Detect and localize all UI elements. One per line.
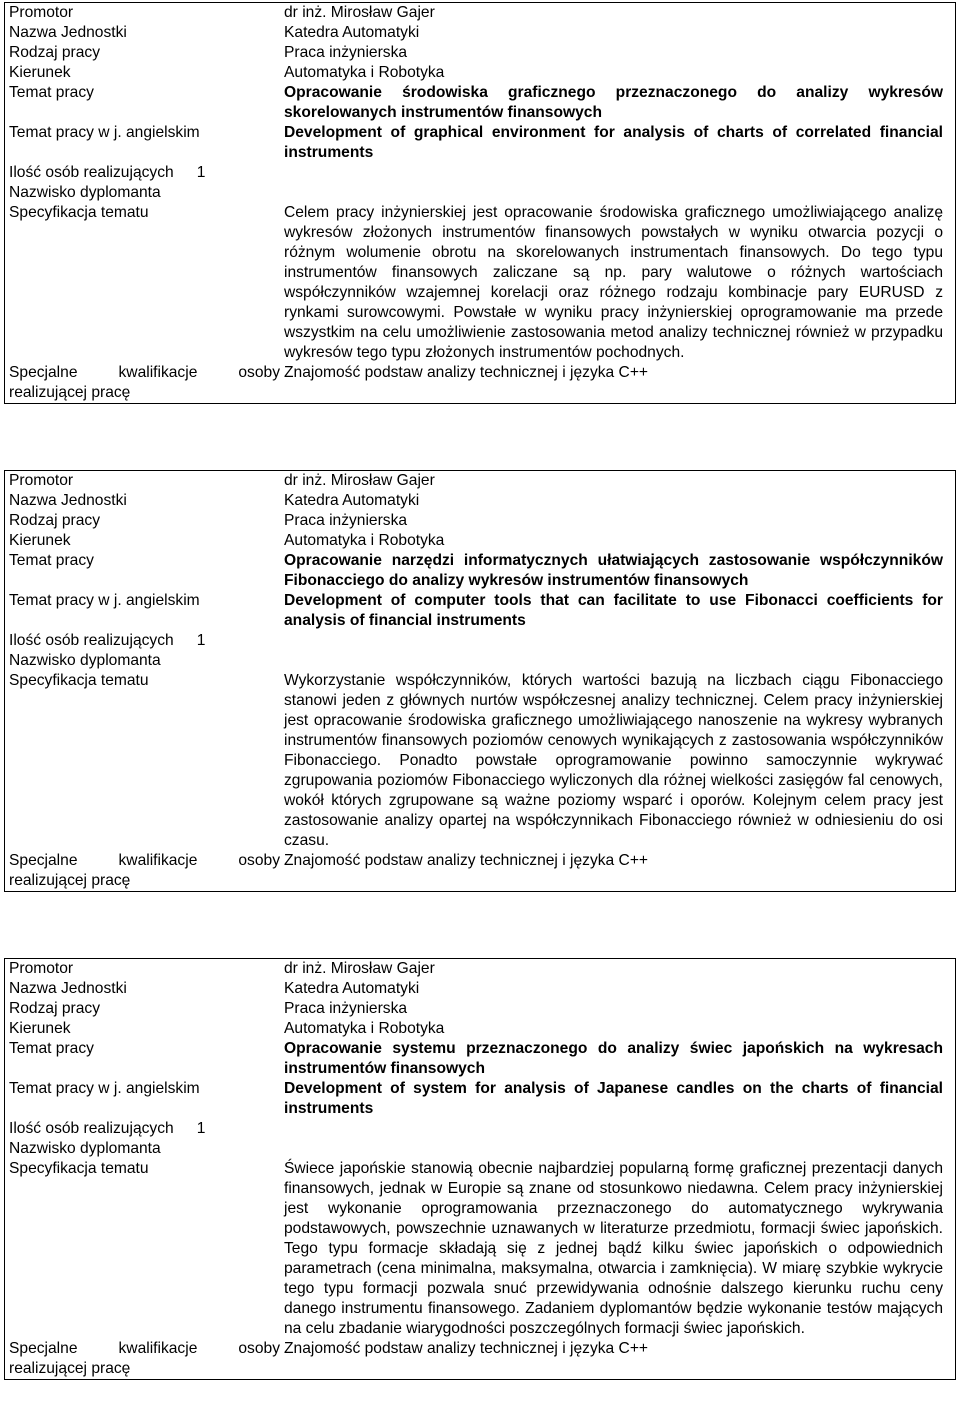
- unit-row: [5, 979, 955, 999]
- unit-row: [5, 491, 955, 511]
- field-row: [5, 63, 955, 83]
- count-label: [5, 631, 205, 651]
- topic-row: [5, 1039, 955, 1079]
- promotor-label: Promotor: [9, 960, 74, 977]
- field-value: Automatyka i Robotyka: [284, 64, 445, 81]
- spec-value: Wykorzystanie współczynników, których wartości bazują na liczbach ciągu Fibonacciego stanowi jeden z głównych nurtów współczesnej analizy technicznej. Celem pracy inżynierskiej jest opracowanie środowiska graficznego umożliwiającego nanoszenie na wykresy wybranych instrumentów finansowych poziomów cenowych wynikających z zastosowania współczynników Fibonacciego. Ponadto powstałe oprogramowanie powinno samoczynnie wykrywać zgrupowania poziomów Fibonacciego wyliczonych dla różnej wielkości zasięgów fal cenowych, wokół których zgrupowane są ważne poziomy wsparć i oporów. Kolejnym celem pracy jest zastosowanie analizy opartej na współczynnikach Fibonacciego również w odniesieniu do osi czasu.: [284, 672, 943, 849]
- spec-label: Specyfikacja tematu: [9, 672, 149, 689]
- student-row: [5, 651, 955, 671]
- promotor-label: Promotor: [9, 472, 74, 489]
- qual-row: [5, 1339, 955, 1379]
- topic-value: Opracowanie środowiska graficznego przeznaczonego do analizy wykresów skorelowanych instrumentów finansowych: [284, 84, 943, 121]
- topic-en-value: Development of computer tools that can facilitate to use Fibonacci coefficients for analysis of financial instruments: [284, 592, 943, 629]
- unit-value: Katedra Automatyki: [284, 492, 420, 509]
- work-type-label: Rodzaj pracy: [9, 44, 101, 61]
- qual-label: Specjalne kwalifikacje osoby realizującej pracę: [9, 364, 280, 401]
- unit-label: Nazwa Jednostki: [9, 492, 127, 509]
- unit-value: Katedra Automatyki: [284, 24, 420, 41]
- count-row: [5, 163, 955, 183]
- topic-card-1: [4, 2, 956, 404]
- qual-row: [5, 851, 955, 891]
- work-type-value: Praca inżynierska: [284, 1000, 408, 1017]
- student-value: [280, 1139, 943, 1159]
- student-value: [280, 183, 943, 203]
- count-label-text: Ilość osób realizujących: [9, 1120, 174, 1137]
- qual-label: Specjalne kwalifikacje osoby realizującej pracę: [9, 1340, 280, 1377]
- count-label: [5, 163, 205, 183]
- spec-row: [5, 203, 955, 363]
- topic-en-row: [5, 591, 955, 631]
- spec-row: [5, 671, 955, 851]
- topic-row: [5, 551, 955, 591]
- promotor-row: [5, 471, 955, 491]
- topic-value: Opracowanie narzędzi informatycznych ułatwiających zastosowanie współczynników Fibonacciego do analizy wykresów instrumentów finansowych: [284, 552, 943, 589]
- work-type-row: [5, 43, 955, 63]
- field-label: Kierunek: [9, 532, 71, 549]
- qual-value: Znajomość podstaw analizy technicznej i języka C++: [284, 852, 649, 869]
- student-label: Nazwisko dyplomanta: [9, 184, 161, 201]
- topic-en-label: Temat pracy w j. angielskim: [9, 124, 200, 141]
- promotor-label: Promotor: [9, 4, 74, 21]
- count-value: 1: [196, 1120, 206, 1137]
- qual-label: Specjalne kwalifikacje osoby realizującej pracę: [9, 852, 280, 889]
- field-label: Kierunek: [9, 64, 71, 81]
- spec-label: Specyfikacja tematu: [9, 1160, 149, 1177]
- topic-row: [5, 83, 955, 123]
- work-type-row: [5, 999, 955, 1019]
- count-value: 1: [196, 164, 206, 181]
- field-label: Kierunek: [9, 1020, 71, 1037]
- topic-en-label: Temat pracy w j. angielskim: [9, 592, 200, 609]
- qual-value: Znajomość podstaw analizy technicznej i języka C++: [284, 1340, 649, 1357]
- spec-value: Świece japońskie stanowią obecnie najbardziej popularną formę graficznej prezentacji danych finansowych, jednak w Europie są znane od stosunkowo niedawna. Celem pracy inżynierskiej jest wykonanie oprogramowania przeznaczonego do automatycznego wykrywania podstawowych, powszechnie uznawanych w literaturze przedmiotu, formacji świec japońskich. Tego typu formacje składają się z jednej bądź kilku świec japońskich o odpowiednich parametrach (cena minimalna, maksymalna, otwarcia i zamknięcia). W miarę szybkie wykrycie tego typu formacji pozwala snuć przewidywania odnośnie dalszego kierunku ruchu ceny danego instrumentu finansowego. Zadaniem dyplomantów będzie wykonanie testów mających na celu zbadanie wiarygodności poszczególnych formacji świec japońskich.: [284, 1160, 943, 1337]
- field-row: [5, 531, 955, 551]
- spec-row: [5, 1159, 955, 1339]
- count-label: [5, 1119, 205, 1139]
- work-type-label: Rodzaj pracy: [9, 1000, 101, 1017]
- field-value: Automatyka i Robotyka: [284, 1020, 445, 1037]
- promotor-value: dr inż. Mirosław Gajer: [284, 472, 435, 489]
- topic-en-row: [5, 1079, 955, 1119]
- unit-row: [5, 23, 955, 43]
- qual-row: [5, 363, 955, 403]
- promotor-row: [5, 959, 955, 979]
- topic-en-value: Development of graphical environment for analysis of charts of correlated financial instruments: [284, 124, 943, 161]
- promotor-value: dr inż. Mirosław Gajer: [284, 4, 435, 21]
- spec-value: Celem pracy inżynierskiej jest opracowanie środowiska graficznego umożliwiającego analizę wykresów złożonych instrumentów finansowych powstałych w wyniku otwarcia pozycji o różnym wolumenie obrotu na skorelowanych instrumentach finansowych. Do tego typu instrumentów finansowych zaliczane są np. pary walutowe o różnych wartościach współczynników wzajemnej korelacji oraz różnego rodzaju kombinacje pary EURUSD z rynkami surowcowymi. Powstałe w wyniku pracy inżynierskiej oprogramowanie ma przede wszystkim na celu umożliwienie zastosowania metod analizy technicznej również w przypadku wykresów tego typu złożonych instrumentów pochodnych.: [284, 204, 943, 361]
- student-label: Nazwisko dyplomanta: [9, 1140, 161, 1157]
- topic-card-2: [4, 470, 956, 892]
- unit-value: Katedra Automatyki: [284, 980, 420, 997]
- topic-en-label: Temat pracy w j. angielskim: [9, 1080, 200, 1097]
- unit-label: Nazwa Jednostki: [9, 24, 127, 41]
- topic-label: Temat pracy: [9, 552, 94, 569]
- topic-en-row: [5, 123, 955, 163]
- student-label: Nazwisko dyplomanta: [9, 652, 161, 669]
- student-row: [5, 1139, 955, 1159]
- work-type-value: Praca inżynierska: [284, 44, 408, 61]
- topic-label: Temat pracy: [9, 84, 94, 101]
- work-type-value: Praca inżynierska: [284, 512, 408, 529]
- promotor-row: [5, 3, 955, 23]
- qual-value: Znajomość podstaw analizy technicznej i języka C++: [284, 364, 649, 381]
- student-row: [5, 183, 955, 203]
- topic-card-3: [4, 958, 956, 1380]
- field-row: [5, 1019, 955, 1039]
- topic-value: Opracowanie systemu przeznaczonego do analizy świec japońskich na wykresach instrumentów finansowych: [284, 1040, 943, 1077]
- count-label-text: Ilość osób realizujących: [9, 632, 174, 649]
- promotor-value: dr inż. Mirosław Gajer: [284, 960, 435, 977]
- spec-label: Specyfikacja tematu: [9, 204, 149, 221]
- count-row: [5, 631, 955, 651]
- work-type-row: [5, 511, 955, 531]
- count-value: 1: [196, 632, 206, 649]
- count-row: [5, 1119, 955, 1139]
- work-type-label: Rodzaj pracy: [9, 512, 101, 529]
- count-label-text: Ilość osób realizujących: [9, 164, 174, 181]
- topic-label: Temat pracy: [9, 1040, 94, 1057]
- topic-en-value: Development of system for analysis of Japanese candles on the charts of financial instruments: [284, 1080, 943, 1117]
- student-value: [280, 651, 943, 671]
- unit-label: Nazwa Jednostki: [9, 980, 127, 997]
- field-value: Automatyka i Robotyka: [284, 532, 445, 549]
